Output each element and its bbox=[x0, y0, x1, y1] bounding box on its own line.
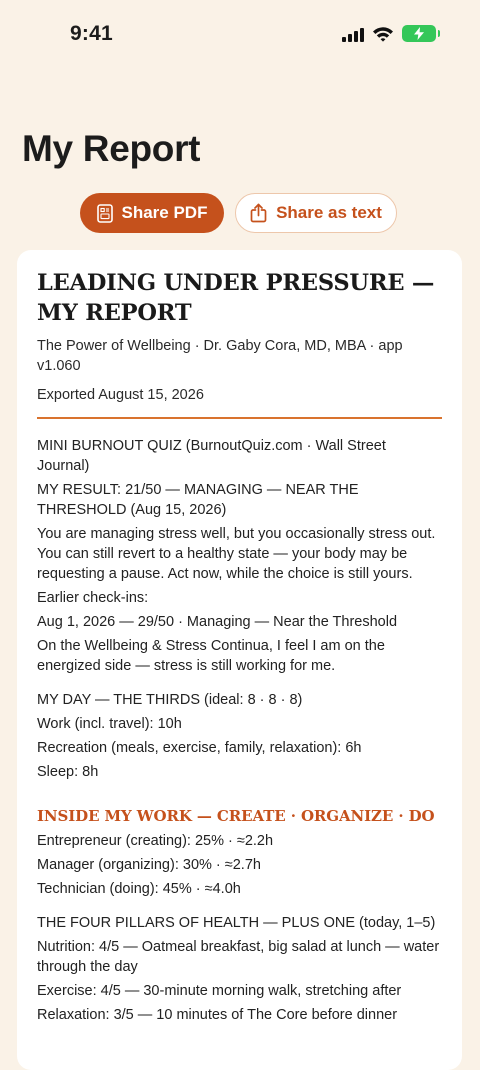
status-icons bbox=[342, 25, 436, 42]
quiz-result: MY RESULT: 21/50 — MANAGING — NEAR THE THRESHOLD (Aug 15, 2026) bbox=[37, 482, 359, 518]
share-pdf-label: Share PDF bbox=[121, 203, 208, 222]
signal-icon bbox=[342, 26, 364, 42]
thirds-sleep: Sleep: 8h bbox=[37, 764, 99, 780]
page-title: My Report bbox=[22, 128, 201, 169]
continua-statement: On the Wellbeing & Stress Continua, I feel I am on the energized side — stress is still working for me. bbox=[37, 638, 385, 674]
work-manager: Manager (organizing): 30% · ≈2.7h bbox=[37, 857, 261, 873]
share-icon bbox=[250, 203, 267, 223]
lightning-icon bbox=[414, 27, 424, 40]
wifi-icon bbox=[372, 26, 394, 42]
thirds-heading: MY DAY — THE THIRDS (ideal: 8 · 8 · 8) bbox=[37, 692, 303, 708]
report-title: LEADING UNDER PRESSURE — MY REPORT bbox=[37, 270, 435, 326]
work-entrepreneur: Entrepreneur (creating): 25% · ≈2.2h bbox=[37, 833, 274, 849]
pillars-heading: THE FOUR PILLARS OF HEALTH — PLUS ONE (today, 1–5) bbox=[37, 915, 436, 931]
pillar-relaxation: Relaxation: 3/5 — 10 minutes of The Core before dinner bbox=[37, 1007, 398, 1023]
pillar-nutrition: Nutrition: 4/5 — Oatmeal breakfast, big salad at lunch — water through the day bbox=[37, 939, 440, 975]
report-divider bbox=[37, 417, 442, 419]
earlier-checkins-label: Earlier check-ins: bbox=[37, 590, 149, 606]
battery-charging-icon bbox=[402, 25, 436, 42]
pdf-document-icon bbox=[97, 204, 113, 223]
quiz-description: You are managing stress well, but you occasionally stress out. You can still revert to a healthy state — your body may be requesting a pause. Act now, while the choice is still yours. bbox=[37, 526, 436, 582]
report-export-date: Exported August 15, 2026 bbox=[37, 387, 204, 403]
share-actions bbox=[80, 193, 397, 233]
work-technician: Technician (doing): 45% · ≈4.0h bbox=[37, 881, 241, 897]
report-card bbox=[17, 250, 462, 1070]
share-pdf-button[interactable] bbox=[80, 193, 224, 233]
report-source: The Power of Wellbeing · Dr. Gaby Cora, MD, MBA · app v1.060 bbox=[37, 338, 403, 374]
share-as-text-button[interactable] bbox=[235, 193, 397, 233]
quiz-heading: MINI BURNOUT QUIZ (BurnoutQuiz.com · Wall Street Journal) bbox=[37, 438, 386, 474]
status-bar bbox=[0, 0, 480, 70]
share-as-text-label: Share as text bbox=[276, 203, 382, 222]
work-section-heading: INSIDE MY WORK — CREATE · ORGANIZE · DO bbox=[37, 807, 435, 825]
thirds-work: Work (incl. travel): 10h bbox=[37, 716, 182, 732]
status-time: 9:41 bbox=[70, 22, 113, 45]
earlier-checkin-entry: Aug 1, 2026 — 29/50 · Managing — Near the Threshold bbox=[37, 614, 398, 630]
pillar-exercise: Exercise: 4/5 — 30-minute morning walk, stretching after bbox=[37, 983, 402, 999]
thirds-recreation: Recreation (meals, exercise, family, relaxation): 6h bbox=[37, 740, 362, 756]
